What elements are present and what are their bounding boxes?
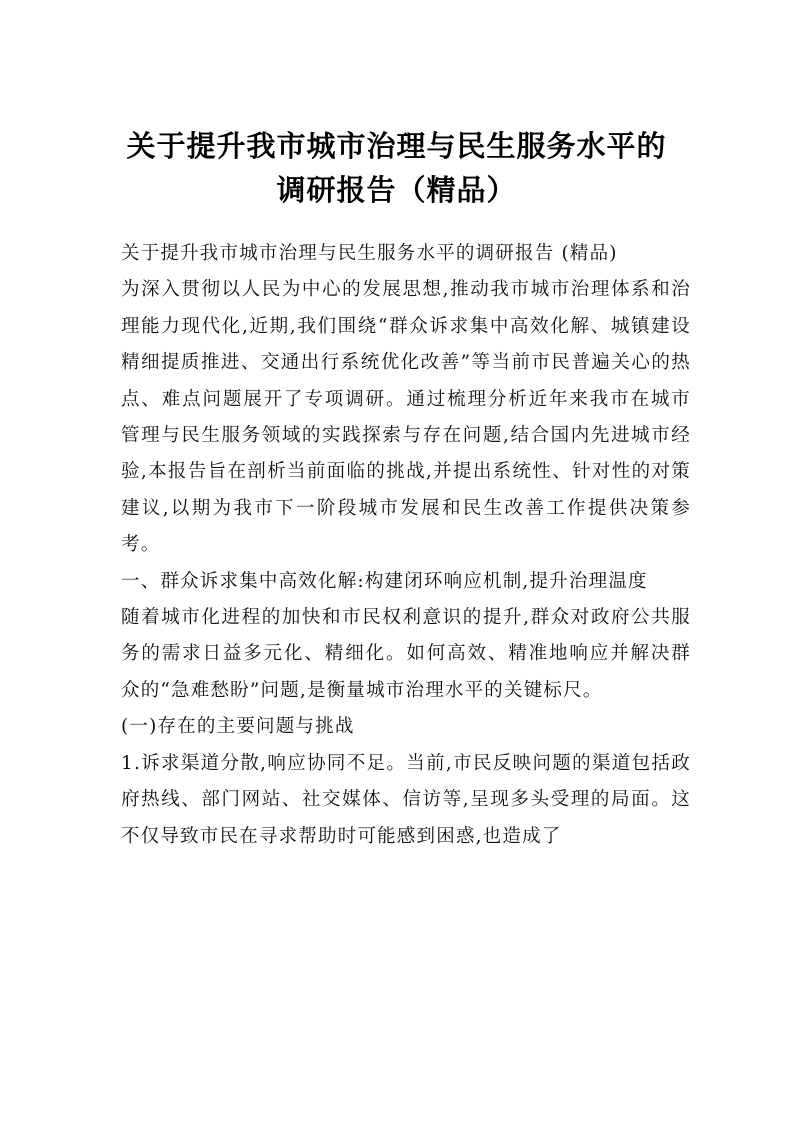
document-title-line-2: 调研报告（精品） xyxy=(276,173,517,207)
numbered-paragraph: 1.诉求渠道分散,响应协同不足。当前,市民反映问题的渠道包括政府热线、部门网站、社交媒体、信访等,呈现多头受理的局面。这不仅导致市民在寻求帮助时可能感到困惑,也造成了 xyxy=(121,752,691,847)
section-heading: 一、群众诉求集中高效化解:构建闭环响应机制,提升治理温度 xyxy=(121,570,648,592)
subsection-heading: (一)存在的主要问题与挑战 xyxy=(121,716,355,738)
document-title-line-1: 关于提升我市城市治理与民生服务水平的 xyxy=(126,129,667,163)
intro-paragraph: 为深入贯彻以人民为中心的发展思想,推动我市城市治理体系和治理能力现代化,近期,我们围绕“群众诉求集中高效化解、城镇建设精细提质推进、交通出行系统优化改善”等当前市民普遍关心的热点、难点问题展开了专项调研。通过梳理分析近年来我市在城市管理与民生服务领域的实践探索与存在问题,结合国内先进城市经验,本报告旨在剖析当前面临的挑战,并提出系统性、针对性的对策建议,以期为我市下一阶段城市发展和民生改善工作提供决策参考。 xyxy=(121,279,691,556)
subtitle-paragraph: 关于提升我市城市治理与民生服务水平的调研报告 (精品) xyxy=(121,243,618,264)
section-paragraph: 随着城市化进程的加快和市民权利意识的提升,群众对政府公共服务的需求日益多元化、精细化。如何高效、精准地响应并解决群众的“急难愁盼”问题,是衡量城市治理水平的关键标尺。 xyxy=(121,607,691,701)
document-body xyxy=(121,236,691,855)
